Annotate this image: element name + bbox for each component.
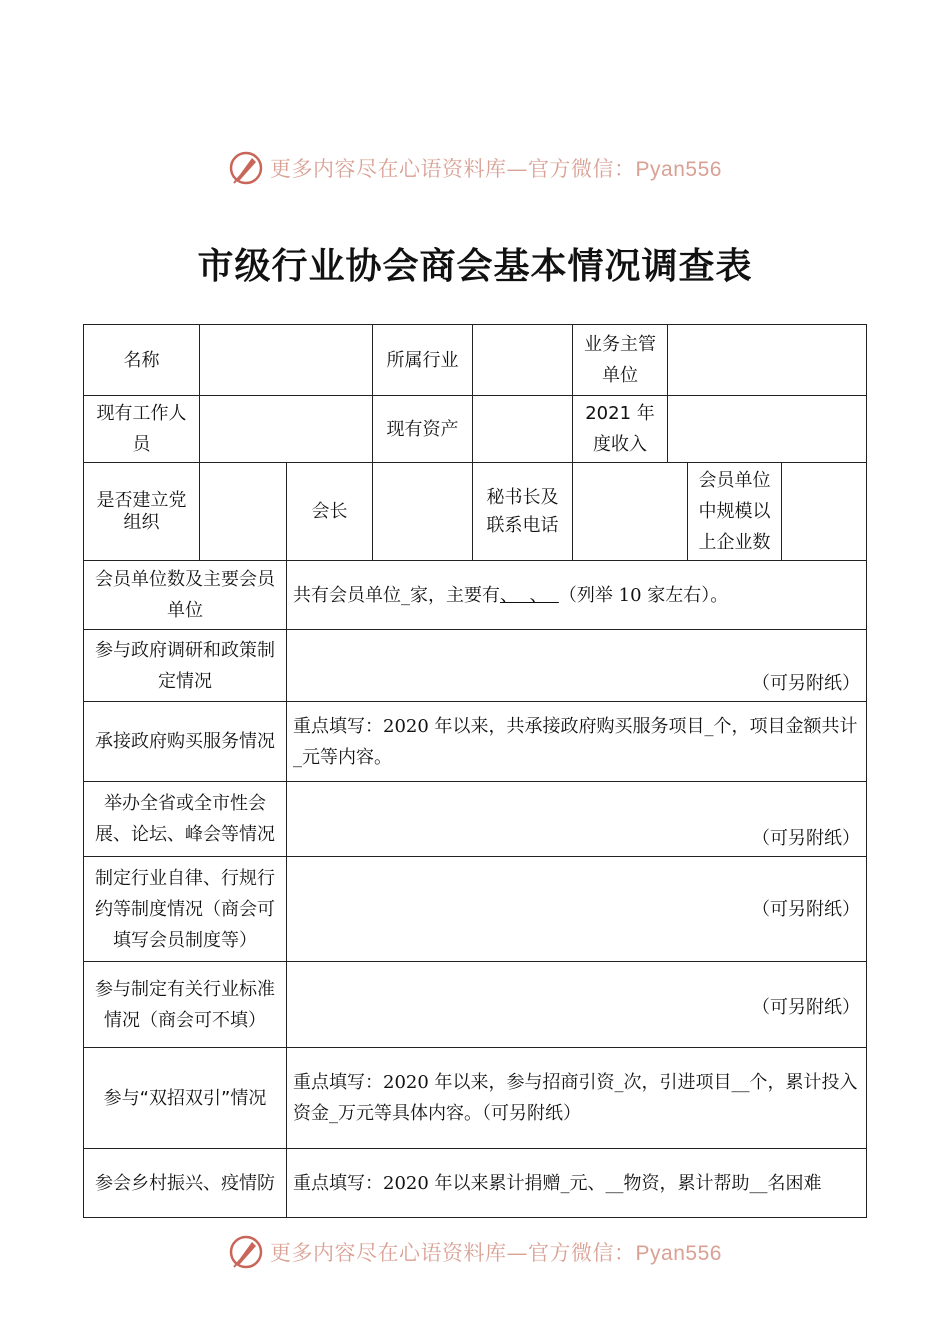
assets-field[interactable]	[473, 396, 573, 463]
watermark-top	[0, 148, 950, 188]
attach-note: （可另附纸）	[752, 997, 861, 1018]
party-field[interactable]	[200, 463, 287, 561]
rural-field[interactable]: 重点填写：2020 年以来累计捐赠_元、__物资，累计帮助__名困难	[287, 1149, 867, 1218]
income-label: 2021 年度收入	[573, 396, 668, 463]
watermark-bottom	[0, 1232, 950, 1272]
table-row	[84, 325, 867, 396]
table-row	[84, 630, 867, 702]
page-title: 市级行业协会商会基本情况调查表	[197, 245, 753, 287]
table-row	[84, 962, 867, 1048]
industry-field[interactable]	[473, 325, 573, 396]
standards-field[interactable]	[287, 962, 867, 1048]
table-row	[84, 463, 867, 561]
table-row	[84, 1149, 867, 1218]
standards-label: 参与制定有关行业标准情况（商会可不填）	[84, 962, 287, 1048]
large-members-field[interactable]	[782, 463, 867, 561]
survey-table	[83, 324, 867, 1218]
selfreg-field[interactable]	[287, 857, 867, 962]
events-field[interactable]	[287, 782, 867, 857]
table-row	[84, 1048, 867, 1149]
secretary-field[interactable]	[573, 463, 688, 561]
selfreg-label: 制定行业自律、行规行约等制度情况（商会可填写会员制度等）	[84, 857, 287, 962]
feather-pen-logo-icon	[228, 1234, 264, 1270]
policy-label: 参与政府调研和政策制定情况	[84, 630, 287, 702]
table-row	[84, 396, 867, 463]
staff-label: 现有工作人员	[84, 396, 200, 463]
events-label: 举办全省或全市性会展、论坛、峰会等情况	[84, 782, 287, 857]
staff-field[interactable]	[200, 396, 373, 463]
table-row	[84, 782, 867, 857]
party-label: 是否建立党组织	[84, 463, 200, 561]
supervisor-field[interactable]	[668, 325, 867, 396]
secretary-label: 秘书长及联系电话	[473, 463, 573, 561]
table-row	[84, 561, 867, 630]
rural-label: 参会乡村振兴、疫情防	[84, 1149, 287, 1218]
large-members-label: 会员单位中规模以上企业数	[688, 463, 782, 561]
purchase-field[interactable]: 重点填写：2020 年以来，共承接政府购买服务项目_个，项目金额共计_元等内容。	[287, 702, 867, 782]
attach-note: （可另附纸）	[752, 828, 861, 849]
industry-label: 所属行业	[373, 325, 473, 396]
investment-label: 参与“双招双引”情况	[84, 1048, 287, 1149]
supervisor-label: 业务主管单位	[573, 325, 668, 396]
table-row	[84, 857, 867, 962]
assets-label: 现有资产	[373, 396, 473, 463]
income-field[interactable]	[668, 396, 867, 463]
purchase-label: 承接政府购买服务情况	[84, 702, 287, 782]
investment-field[interactable]: 重点填写：2020 年以来，参与招商引资_次，引进项目__个，累计投入资金_万元等具体内容。（可另附纸）	[287, 1048, 867, 1149]
attach-note: （可另附纸）	[752, 673, 861, 694]
president-label: 会长	[287, 463, 373, 561]
attach-note: （可另附纸）	[752, 898, 861, 920]
feather-pen-logo-icon	[228, 150, 264, 186]
president-field[interactable]	[373, 463, 473, 561]
members-label: 会员单位数及主要会员单位	[84, 561, 287, 630]
name-label: 名称	[84, 325, 200, 396]
table-row	[84, 702, 867, 782]
watermark-text: 更多内容尽在心语资料库—官方微信：Pyan556	[270, 1241, 722, 1265]
policy-field[interactable]	[287, 630, 867, 702]
watermark-text: 更多内容尽在心语资料库—官方微信：Pyan556	[270, 157, 722, 181]
members-field[interactable]: 共有会员单位_家，主要有、 、 （列举 10 家左右）。	[287, 561, 867, 630]
name-field[interactable]	[200, 325, 373, 396]
